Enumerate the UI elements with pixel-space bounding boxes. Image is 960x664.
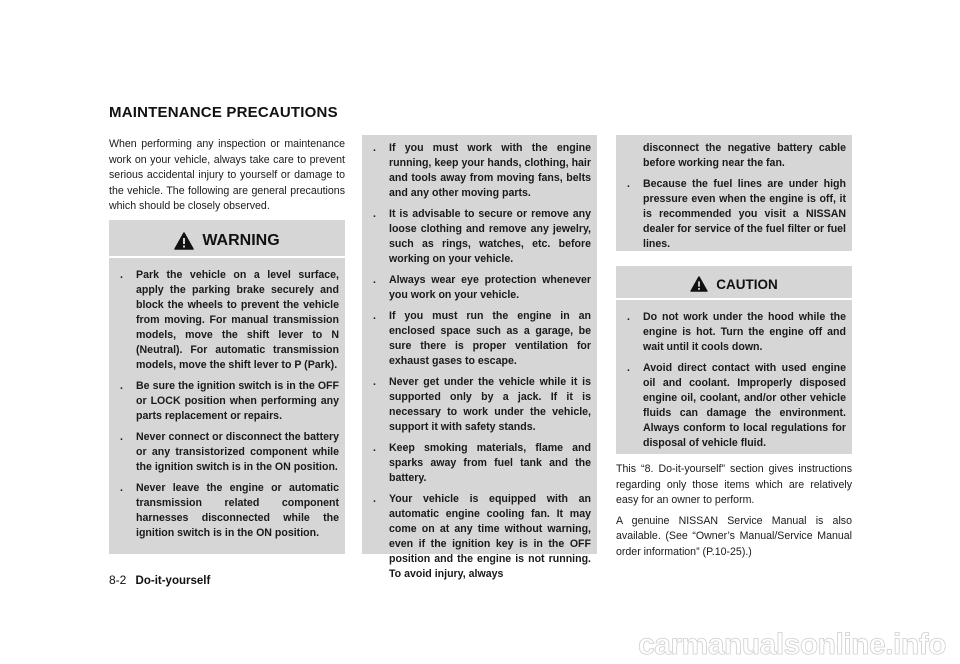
section-heading: MAINTENANCE PRECAUTIONS (109, 104, 338, 121)
warning-box (109, 220, 345, 554)
caution-list (616, 300, 852, 451)
body-paragraph: This “8. Do-it-yourself” section gives instructions regarding only those items which are relatively easy for an owner to perform. (616, 463, 852, 507)
list-item: . Always wear eye protection whenever you work on your vehicle. (373, 274, 591, 301)
list-item: . Avoid direct contact with used engine oil and coolant. Improperly disposed engine oil, coolant, and/or other vehicle fluids can damage the environment. Always conform to local regulations for disposal of vehicle fluid. (627, 362, 846, 449)
list-item: . Because the fuel lines are under high pressure even when the engine is off, it is recommended you visit a NISSAN dealer for service of the fuel filter or fuel lines. (627, 178, 846, 250)
watermark: carmanualsonline.info (638, 628, 946, 661)
list-item: . Your vehicle is equipped with an automatic engine cooling fan. It may come on at any time without warning, even if the ignition key is in the OFF position and the engine is not running. To avoid injury, always (373, 493, 591, 580)
list-item-continuation: disconnect the negative battery cable before working near the fan. (643, 142, 846, 169)
caution-box (616, 266, 852, 454)
warning-triangle-icon (690, 276, 708, 292)
list-item: . Be sure the ignition switch is in the OFF or LOCK position when performing any parts replacement or repairs. (120, 380, 339, 422)
caution-header (616, 266, 852, 300)
warning-continued-box (362, 135, 597, 580)
warning-continued-list (362, 141, 597, 582)
list-item: . It is advisable to secure or remove any loose clothing and remove any jewelry, such as rings, watches, etc. before working on your vehicle. (373, 208, 591, 265)
list-item: . Never leave the engine or automatic transmission related component harnesses disconnected while the ignition switch is in the ON position. (120, 482, 339, 539)
warning-continued-list-2 (616, 141, 852, 252)
list-item: . If you must work with the engine running, keep your hands, clothing, hair and tools away from moving fans, belts and any other moving parts. (373, 142, 591, 199)
section-name: Do-it-yourself (135, 575, 211, 587)
warning-triangle-icon (174, 232, 194, 250)
body-paragraph: A genuine NISSAN Service Manual is also available. (See “Owner’s Manual/Service Manual order information” (P.10-25).) (616, 514, 852, 558)
intro-text: When performing any inspection or maintenance work on your vehicle, always take care to prevent serious accidental injury to yourself or damage to the vehicle. The following are general precautions which should be closely observed. (109, 138, 345, 213)
body-paragraphs (616, 462, 852, 566)
list-item: . Do not work under the hood while the engine is hot. Turn the engine off and wait until it cools down. (627, 311, 846, 353)
list-item: . Never connect or disconnect the battery or any transistorized component while the ignition switch is in the ON position. (120, 431, 339, 473)
list-item: . Keep smoking materials, flame and sparks away from fuel tank and the battery. (373, 442, 591, 484)
intro-paragraph (109, 137, 345, 215)
page-number: 8-2 (109, 573, 127, 587)
list-item: . Park the vehicle on a level surface, apply the parking brake securely and block the wheels to prevent the vehicle from moving. For manual transmission models, move the shift lever to N (Neutral). For automatic transmission models, move the shift lever to P (Park). (120, 269, 339, 371)
list-item: . Never get under the vehicle while it is supported only by a jack. If it is necessary to work under the vehicle, support it with safety stands. (373, 376, 591, 433)
caution-title: CAUTION (716, 276, 778, 292)
warning-header (109, 220, 345, 258)
warning-title: WARNING (202, 232, 280, 249)
list-item: . If you must run the engine in an enclosed space such as a garage, be sure there is proper ventilation for exhaust gases to escape. (373, 310, 591, 367)
warning-continued-box-2 (616, 135, 852, 251)
warning-list (109, 258, 345, 541)
page-footer (109, 573, 210, 587)
